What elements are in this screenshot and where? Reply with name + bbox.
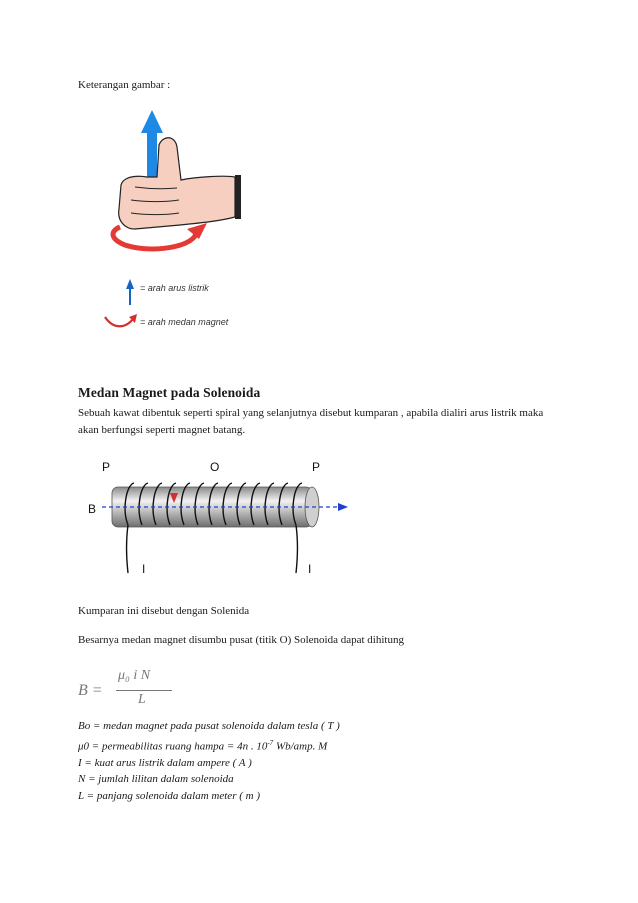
label-b: B [88,502,97,516]
lead-wires [127,525,298,573]
label-p-left: P [102,460,111,474]
label-p-right: P [312,460,321,474]
legend-current [126,279,134,305]
definitions-list [78,718,340,804]
definition-i: I = kuat arus listrik dalam ampere ( A ) [78,756,252,769]
text-line-2: Besarnya medan magnet disumbu pusat (titik O) Solenoida dapat dihitung [78,634,404,646]
formula-numerator: μ₀ i N [118,668,151,683]
right-hand-rule-figure [95,105,275,355]
figure-caption: Keterangan gambar : [78,79,171,91]
definition-l: L = panjang solenoida dalam meter ( m ) [78,789,260,802]
legend-field-label: = arah medan magnet [140,317,229,327]
formula [78,668,198,716]
label-i-left: I [142,562,146,576]
label-o: O [210,460,220,474]
formula-lhs: B = [78,682,103,699]
legend-field [105,314,137,326]
label-i-right: I [308,562,312,576]
definition-bo: Bo = medan magnet pada pusat solenoida dalam tesla ( T ) [78,720,340,732]
section-paragraph: Sebuah kawat dibentuk seperti spiral yang selanjutnya disebut kumparan , apabila dialiri arus listrik maka akan berfungsi seperti magnet batang. [78,407,544,436]
formula-fraction-bar [116,690,172,691]
text-line-1: Kumparan ini disebut dengan Solenida [78,605,250,617]
formula-denominator: L [138,692,146,707]
definition-mu0: μ0 = permeabilitas ruang hampa = 4п . $10^{-7}$ Wb/amp. M [78,738,328,753]
hand-illustration [119,138,241,229]
definition-n: N = jumlah lilitan dalam solenoida [78,773,234,786]
section-heading: Medan Magnet pada Solenoida [78,385,261,400]
solenoid-figure [82,455,352,585]
legend-current-label: = arah arus listrik [140,283,209,293]
